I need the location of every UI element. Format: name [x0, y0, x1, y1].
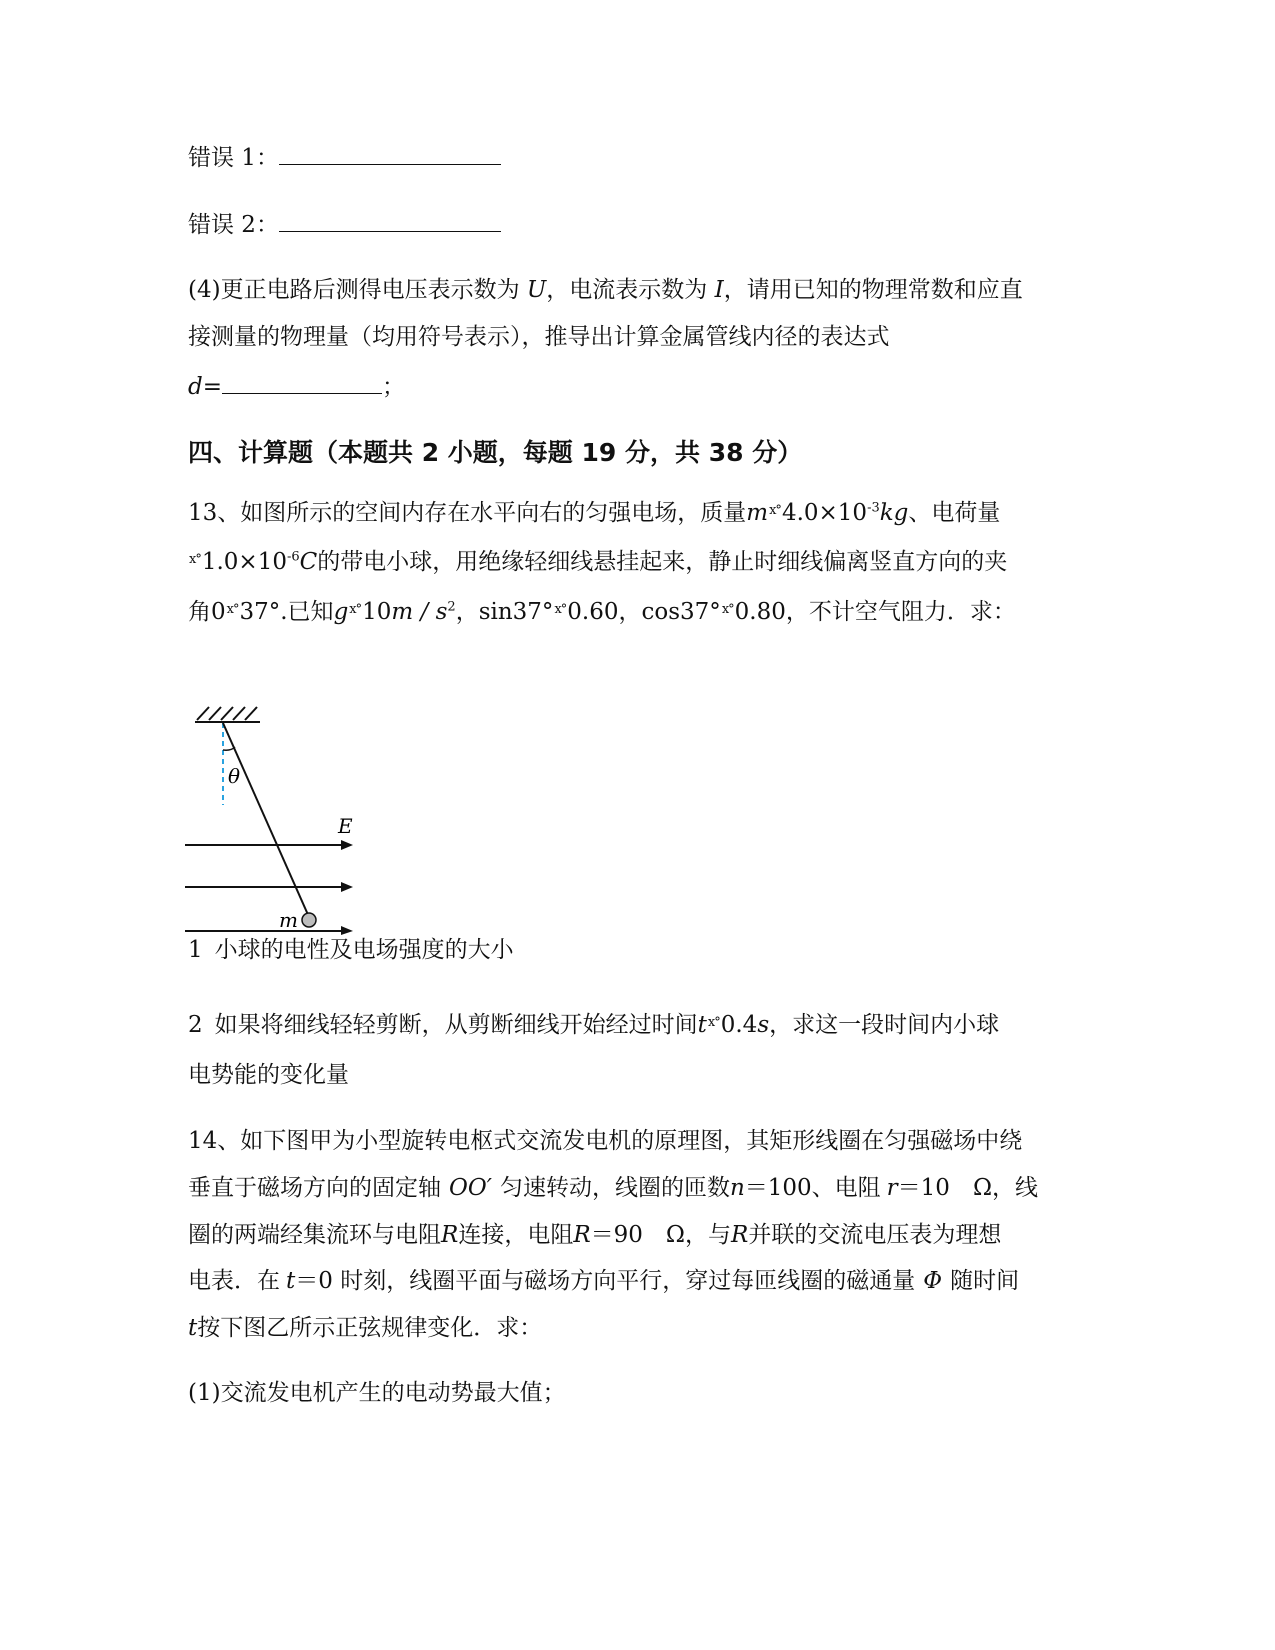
q14-text: 电表．在 [188, 1268, 280, 1294]
var-R: R [441, 1222, 459, 1248]
q13-text: 角0 [188, 599, 226, 625]
q14-sub1 [188, 1378, 566, 1408]
var-r: r [886, 1175, 898, 1201]
q13-sub2-line1 [188, 1010, 999, 1044]
pendulum-field-diagram [185, 695, 385, 935]
var-phi: Φ [923, 1268, 943, 1294]
q4-line3 [188, 372, 405, 402]
q14-line3 [188, 1220, 1001, 1250]
garbled-equals-symbol: x° [349, 602, 362, 617]
error1-blank[interactable] [279, 144, 501, 165]
error1-line [188, 143, 501, 173]
q14-line5 [188, 1313, 542, 1343]
var-R: R [731, 1222, 749, 1248]
charged-ball [302, 913, 316, 927]
q14-text: ＝0 时刻，线圈平面与磁场方向平行，穿过每匝线圈的磁通量 [295, 1268, 916, 1294]
q4-line2 [188, 322, 890, 352]
unit-s: s [757, 1012, 770, 1038]
q13-line3: 角$0^{x^\circ}37^\circ$.已知$g^{x^\circ}10m / s^2$，sin37°$^{x^\circ}$0.60，cos37°$^{x^\circ}$0.80，不计空气阻力．求： [188, 599, 1016, 625]
garbled-equals-symbol: x° [189, 552, 201, 567]
var-u: U [526, 277, 547, 303]
unit-ms2: m / s [391, 599, 448, 625]
q14-text: ＝100、电阻 [744, 1175, 881, 1201]
garbled-equals-symbol: x° [769, 503, 781, 518]
axis-label: OO′ [449, 1175, 492, 1201]
q13-sub2-text: 电势能的变化量 [188, 1062, 349, 1088]
q14-text: 14、如下图甲为小型旋转电枢式交流发电机的原理图，其矩形线圈在匀强磁场中绕 [188, 1128, 1023, 1154]
sin37-value: 0.60 [567, 599, 619, 625]
garbled-equals-symbol: x° [554, 602, 567, 617]
q14-text: 并联的交流电压表为理想 [748, 1222, 1002, 1248]
q4-text: (4)更正电路后测得电压表示数为 [188, 277, 527, 303]
q14-text: 随时间 [950, 1268, 1020, 1294]
q4-text: 接测量的物理量（均用符号表示），推导出计算金属管线内径的表达式 [188, 324, 890, 350]
var-R: R [573, 1222, 591, 1248]
var-i: I [714, 277, 724, 303]
var-n: n [729, 1175, 745, 1201]
charge-value: 1.0×10 [201, 549, 287, 575]
q14-text: 圈的两端经集流环与电阻 [188, 1222, 441, 1248]
q14-text: 匀速转动，线圈的匝数 [499, 1175, 730, 1201]
cos37-value: 0.80 [734, 599, 786, 625]
var-t: t [697, 1012, 707, 1038]
q14-text: 按下图乙所示正弦规律变化．求： [197, 1315, 543, 1341]
q14-text: 连接，电阻 [458, 1222, 574, 1248]
theta-label: θ [228, 764, 241, 788]
unit-kg: kg [879, 500, 909, 526]
q13-sub1 [188, 935, 514, 965]
q14-line4 [188, 1266, 1019, 1296]
equals-sign: = [202, 374, 223, 400]
var-d: d [188, 374, 203, 400]
q14-text: ＝10 Ω，线 [897, 1175, 1039, 1201]
q13-sub2-line2 [188, 1060, 349, 1090]
q4-text: ； [382, 374, 406, 400]
sub-question-number: 2 [188, 1012, 203, 1038]
ceiling-hatch [195, 707, 260, 722]
time-value: 0.4 [720, 1012, 758, 1038]
var-m: m [746, 500, 769, 526]
diameter-answer-blank[interactable] [222, 373, 382, 394]
error2-blank[interactable] [279, 211, 501, 232]
q13-text: 37°.已知 [239, 599, 334, 625]
g-value: 10 [362, 599, 392, 625]
q13-text: 的带电小球，用绝缘轻细线悬挂起来，静止时细线偏离竖直方向的夹 [317, 549, 1008, 575]
q4-text: ，请用已知的物理常数和应直 [723, 277, 1023, 303]
q4-text: ，电流表示数为 [546, 277, 715, 303]
q14-sub1-text: (1)交流发电机产生的电动势最大值； [188, 1380, 566, 1406]
field-line-2 [185, 882, 353, 892]
var-g: g [333, 599, 349, 625]
sin37-label: sin37° [478, 599, 554, 625]
var-t: t [286, 1268, 296, 1294]
field-line-1 [185, 840, 353, 850]
q13-line2 [188, 547, 1007, 581]
q4-line1 [188, 275, 1023, 305]
garbled-equals-symbol: x° [721, 602, 734, 617]
q14-line1 [188, 1126, 1022, 1156]
garbled-equals-symbol: x° [707, 1015, 720, 1030]
q14-text: 垂直于磁场方向的固定轴 [188, 1175, 441, 1201]
q14-line2 [188, 1173, 1038, 1203]
q13-sub1-text: 小球的电性及电场强度的大小 [214, 937, 514, 963]
q13-sub2-text: ，求这一段时间内小球 [769, 1012, 1000, 1038]
q13-text: ，不计空气阻力．求： [785, 599, 1016, 625]
q13-text: 、电荷量 [908, 500, 1001, 526]
mass-label: m [279, 908, 298, 932]
cos37-label: cos37° [641, 599, 721, 625]
garbled-equals-symbol: x° [226, 602, 239, 617]
q13-sub2-text: 如果将细线轻轻剪断，从剪断细线开始经过时间 [214, 1012, 698, 1038]
error1-label: 错误 1： [188, 145, 279, 171]
error2-line [188, 210, 501, 240]
exponent: 2 [447, 599, 456, 615]
sub-question-number: 1 [188, 937, 203, 963]
q13-text: 13、如图所示的空间内存在水平向右的匀强电场，质量 [188, 500, 747, 526]
mass-value: 4.0×10 [781, 500, 868, 526]
exponent: -3 [867, 500, 880, 516]
var-t: t [188, 1315, 198, 1341]
q14-text: ＝90 Ω，与 [590, 1222, 731, 1248]
field-line-3 [185, 926, 353, 935]
error2-label: 错误 2： [188, 212, 279, 238]
q13-line1 [188, 498, 1000, 532]
unit-c: C [299, 549, 318, 575]
e-field-label: E [338, 814, 353, 838]
section-heading: 四、计算题（本题共 2 小题，每题 19 分，共 38 分） [188, 438, 803, 467]
exponent: -6 [286, 549, 300, 565]
